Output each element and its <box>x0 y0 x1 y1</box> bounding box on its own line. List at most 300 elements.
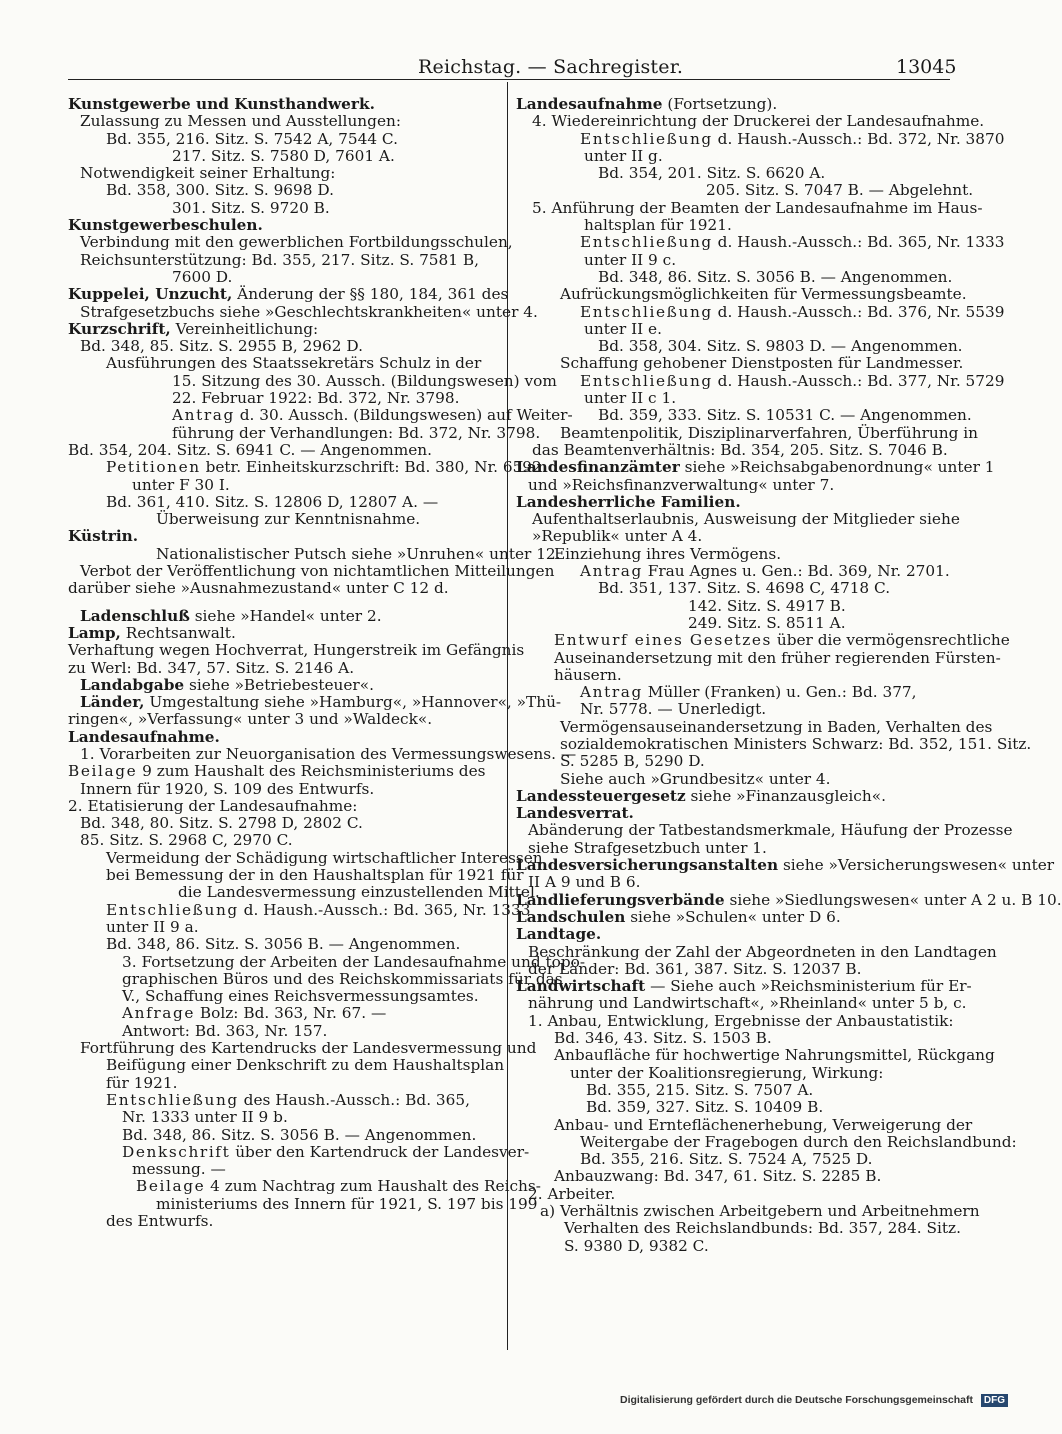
index-line <box>516 717 993 736</box>
index-line <box>516 217 950 234</box>
entry-text: bei Bemessung der in den Haushaltsplan für 1921 für <box>106 866 524 885</box>
entry-text: II A 9 und B 6. <box>528 873 641 892</box>
entry-text: Zulassung zu Messen und Ausstellungen: <box>80 112 402 131</box>
spaced-term: Entwurf eines Gesetzes <box>554 631 772 650</box>
index-line <box>516 631 1010 650</box>
index-line <box>516 1151 950 1168</box>
index-line <box>516 994 967 1013</box>
index-line <box>516 805 950 822</box>
index-line <box>516 1099 950 1116</box>
index-line <box>68 406 573 425</box>
entry-text: Aufenthaltserlaubnis, Ausweisung der Mitglieder siehe <box>532 510 960 529</box>
entry-text: 4. Wiedereinrichtung der Druckerei der Landesaufnahme. <box>532 112 985 131</box>
entry-heading: Landesherrliche Familien. <box>516 492 741 511</box>
index-line <box>516 494 950 511</box>
index-line <box>68 302 538 321</box>
entry-text: Bd. 348, 86. Sitz. S. 3056 B. — Angenommen. <box>122 1125 477 1144</box>
entry-heading: Landschulen <box>516 907 626 926</box>
entry-text: 2. Arbeiter. <box>528 1184 616 1203</box>
index-line <box>68 693 562 712</box>
index-line <box>68 1092 500 1109</box>
index-line <box>68 544 561 563</box>
entry-text: d. Haush.-Aussch.: Bd. 377, Nr. 5729 <box>712 371 1005 390</box>
entry-text: Bd. 359, 327. Sitz. S. 10409 B. <box>586 1098 824 1117</box>
entry-text: des Entwurfs. <box>106 1212 214 1230</box>
index-line <box>68 148 500 165</box>
index-line <box>516 285 967 304</box>
entry-text: für 1921. <box>106 1073 178 1092</box>
entry-text: 4 zum Nachtrag zum Haushalt des Reichs- <box>205 1177 541 1196</box>
index-line <box>516 1030 950 1047</box>
index-line <box>516 321 950 338</box>
index-line <box>68 729 500 746</box>
index-line <box>516 510 960 529</box>
spaced-term: Beilage <box>136 1177 206 1196</box>
entry-heading: Landesversicherungsanstalten <box>516 856 779 875</box>
index-line <box>68 233 513 252</box>
index-line <box>516 909 950 926</box>
index-line <box>516 684 950 701</box>
entry-text: siehe Strafgesetzbuch unter 1. <box>528 838 767 857</box>
index-line <box>68 200 500 217</box>
entry-heading: Kuppelei, Unzucht, <box>68 285 233 304</box>
index-line <box>68 96 500 113</box>
index-line <box>516 423 979 442</box>
index-line <box>516 1065 950 1082</box>
index-line <box>516 1046 995 1065</box>
index-line <box>516 1202 980 1220</box>
index-line <box>68 625 500 642</box>
entry-text: des Haush.-Aussch.: Bd. 365, <box>238 1090 470 1109</box>
entry-text: 142. Sitz. S. 4917 B. <box>688 596 846 615</box>
entry-text: Bd. 348, 85. Sitz. S. 2955 B, 2962 D. <box>80 337 363 356</box>
entry-heading: Landesverrat. <box>516 804 634 823</box>
index-line <box>68 1213 500 1230</box>
entry-text: unter II e. <box>584 319 662 338</box>
entry-text: Einziehung ihres Vermögens. <box>554 544 782 563</box>
entry-text: 9 zum Haushalt des Reichsministeriums des <box>137 762 486 781</box>
entry-text: messung. — <box>132 1160 226 1179</box>
index-line <box>516 96 950 113</box>
index-line <box>68 1023 500 1040</box>
entry-text: d. Haush.-Aussch.: Bd. 365, Nr. 1333 <box>712 233 1005 252</box>
index-line <box>68 936 500 953</box>
entry-text: 85. Sitz. S. 2968 C, 2970 C. <box>80 831 293 850</box>
entry-text: Bd. 359, 333. Sitz. S. 10531 C. — Angenommen. <box>598 406 972 425</box>
index-line <box>68 763 500 780</box>
index-line <box>516 942 997 961</box>
index-line <box>68 952 586 971</box>
index-line <box>516 267 953 286</box>
entry-text: S. 5285 B, 5290 D. <box>560 752 705 771</box>
entry-text: Bd. 346, 43. Sitz. S. 1503 B. <box>554 1029 772 1048</box>
index-line <box>516 198 983 217</box>
index-line <box>68 660 500 677</box>
index-line <box>68 252 500 269</box>
page-header <box>0 52 1000 82</box>
entry-text: Schaffung gehobener Dienstposten für Landmesser. <box>560 354 964 373</box>
entry-text: siehe »Betriebesteuer«. <box>184 675 374 694</box>
index-line <box>516 598 950 615</box>
index-line <box>68 511 500 528</box>
entry-text: siehe »Siedlungswesen« unter A 2 u. B 10. <box>724 890 1062 909</box>
entry-text: unter II 9 a. <box>106 917 199 936</box>
right-column <box>516 95 1062 1255</box>
index-line <box>68 1161 500 1178</box>
index-line <box>516 821 1013 840</box>
entry-heading: Landtage. <box>516 925 602 944</box>
index-line <box>68 781 500 798</box>
index-line <box>68 832 500 849</box>
entry-text: Aufrückungsmöglichkeiten für Vermessungsbeamte. <box>560 285 967 304</box>
entry-text: Bd. 355, 215. Sitz. S. 7507 A. <box>586 1080 814 1099</box>
entry-heading: Landesaufnahme. <box>68 727 220 746</box>
entry-text: 205. Sitz. S. 7047 B. — Abgelehnt. <box>706 181 974 200</box>
index-line <box>516 165 950 182</box>
entry-text: Anbaufläche für hochwertige Nahrungsmittel, Rückgang <box>554 1046 995 1065</box>
index-line <box>516 442 950 459</box>
index-line <box>68 1109 500 1126</box>
entry-text: Nr. 5778. — Unerledigt. <box>580 700 767 719</box>
entry-text: Innern für 1920, S. 109 des Entwurfs. <box>80 779 375 798</box>
index-line <box>516 181 974 200</box>
entry-text: Verbot der Veröffentlichung von nichtamtlichen Mitteilungen <box>80 562 555 581</box>
index-line <box>516 890 1062 909</box>
index-line <box>516 667 950 684</box>
index-line <box>516 406 972 425</box>
index-line <box>68 355 500 372</box>
entry-text: unter II g. <box>584 146 663 165</box>
index-line <box>516 771 950 788</box>
spaced-term: Antrag <box>580 562 643 581</box>
entry-heading: Kurzschrift, <box>68 319 171 338</box>
entry-text: häusern. <box>554 665 622 684</box>
entry-heading: Landlieferungsverbände <box>516 890 725 909</box>
entry-text: siehe »Finanzausgleich«. <box>685 786 886 805</box>
entry-text: über die vermögensrechtliche <box>772 631 1010 650</box>
entry-text: d. 30. Aussch. (Bildungswesen) auf Weiter- <box>234 406 573 425</box>
footer-text: Digitalisierung gefördert durch die Deutsche Forschungsgemeinschaft <box>620 1394 973 1406</box>
index-line <box>516 1132 1017 1151</box>
entry-text: Beschränkung der Zahl der Abgeordneten in den Landtagen <box>528 942 997 961</box>
index-line <box>68 580 500 597</box>
spaced-term: Entschließung <box>580 233 713 252</box>
entry-text: »Republik« unter A 4. <box>532 527 703 546</box>
entry-heading: Ladenschluß <box>80 606 190 625</box>
entry-heading: Kunstgewerbe und Kunsthandwerk. <box>68 95 375 113</box>
index-line <box>516 734 1032 753</box>
entry-text: der Länder: Bd. 361, 387. Sitz. S. 12037 B. <box>528 959 862 978</box>
entry-text: Strafgesetzbuchs siehe »Geschlechtskrankheiten« unter 4. <box>80 302 538 321</box>
entry-text: 5. Anführung der Beamten der Landesaufnahme im Haus- <box>532 198 983 217</box>
index-line <box>68 988 500 1005</box>
index-line <box>516 977 972 996</box>
spaced-term: Entschließung <box>106 1090 239 1109</box>
entry-text: graphischen Büros und des Reichskommissariats für das <box>122 969 563 988</box>
spaced-term: Beilage <box>68 762 138 781</box>
index-line <box>68 338 500 355</box>
spaced-term: Antrag <box>172 406 235 425</box>
index-line <box>516 546 950 563</box>
index-line <box>68 1127 500 1144</box>
spaced-term: Antrag <box>580 683 643 702</box>
entry-text: Änderung der §§ 180, 184, 361 des <box>232 285 509 304</box>
entry-text: Beifügung einer Denkschrift zu dem Haushaltsplan <box>106 1056 505 1075</box>
index-line <box>516 112 985 131</box>
entry-text: V., Schaffung eines Reichsvermessungsamtes. <box>122 987 479 1006</box>
entry-text: 2. Etatisierung der Landesaufnahme: <box>68 796 358 815</box>
index-line <box>516 302 1005 321</box>
spaced-term: Entschließung <box>106 900 239 919</box>
index-line <box>68 608 500 625</box>
index-line <box>68 321 500 338</box>
entry-text: — Siehe auch »Reichsministerium für Er- <box>645 977 972 996</box>
entry-text: Nr. 1333 unter II 9 b. <box>122 1108 288 1127</box>
entry-text: Bd. 348, 86. Sitz. S. 3056 B. — Angenommen. <box>106 935 461 954</box>
running-title: Reichstag. — Sachregister. <box>418 56 684 78</box>
index-line <box>68 285 509 304</box>
index-line <box>516 1082 950 1099</box>
entry-text: Anbauzwang: Bd. 347, 61. Sitz. S. 2285 B. <box>554 1167 882 1186</box>
entry-heading: Landesfinanzämter <box>516 458 680 477</box>
entry-heading: Länder, <box>80 693 145 712</box>
entry-text: ministeriums des Innern für 1921, S. 197 bis 199 <box>156 1194 538 1213</box>
index-line <box>68 1056 505 1075</box>
index-line <box>516 874 950 891</box>
entry-text: Bd. 354, 204. Sitz. S. 6941 C. — Angenommen. <box>68 440 432 459</box>
index-line <box>516 961 950 978</box>
entry-text: Bd. 361, 410. Sitz. S. 12806 D, 12807 A. — <box>106 492 439 511</box>
index-line <box>516 1011 954 1030</box>
index-line <box>68 562 555 581</box>
entry-text: Vermögensauseinandersetzung in Baden, Verhalten des <box>560 717 993 736</box>
index-line <box>68 641 525 660</box>
entry-text: 3. Fortsetzung der Arbeiten der Landesaufnahme und topo- <box>122 952 586 971</box>
dfg-logo: DFG <box>981 1394 1008 1407</box>
index-line <box>516 354 964 373</box>
index-line <box>68 269 500 286</box>
index-line <box>516 701 950 718</box>
entry-text: 217. Sitz. S. 7580 D, 7601 A. <box>172 146 395 165</box>
entry-text: Notwendigkeit seiner Erhaltung: <box>80 164 336 183</box>
index-line <box>68 1075 500 1092</box>
index-line <box>516 580 950 597</box>
entry-text: haltsplan für 1921. <box>584 216 732 235</box>
entry-text: 7600 D. <box>172 267 233 286</box>
entry-text: d. Haush.-Aussch.: Bd. 372, Nr. 3870 <box>712 129 1005 148</box>
index-line <box>68 744 577 763</box>
entry-text: Verhalten des Reichslandbunds: Bd. 357, 284. Sitz. <box>564 1219 961 1238</box>
index-line <box>68 113 500 130</box>
index-line <box>516 615 950 632</box>
entry-text: Ausführungen des Staatssekretärs Schulz in der <box>106 354 482 373</box>
entry-text: über den Kartendruck der Landesver- <box>230 1142 530 1161</box>
entry-text: 249. Sitz. S. 8511 A. <box>688 613 846 632</box>
spaced-term: Denkschrift <box>122 1142 231 1161</box>
entry-text: Verhaftung wegen Hochverrat, Hungerstreik im Gefängnis <box>68 641 525 660</box>
index-line <box>516 458 995 477</box>
index-line <box>68 371 557 390</box>
entry-text: sozialdemokratischen Ministers Schwarz: Bd. 352, 151. Sitz. <box>560 734 1032 753</box>
entry-text: und »Reichsfinanzverwaltung« unter 7. <box>528 475 835 494</box>
index-line <box>516 337 963 356</box>
spaced-term: Anfrage <box>122 1004 196 1023</box>
index-line <box>68 798 500 815</box>
index-line <box>68 1005 500 1022</box>
entry-text: nährung und Landwirtschaft«, »Rheinland« unter 5 b, c. <box>528 994 967 1013</box>
index-line <box>516 148 950 165</box>
index-line <box>68 815 500 832</box>
entry-text: Vermeidung der Schädigung wirtschaftlicher Interessen <box>106 848 543 867</box>
index-line <box>68 1142 530 1161</box>
entry-text: Abänderung der Tatbestandsmerkmale, Häufung der Prozesse <box>528 821 1013 840</box>
index-line <box>68 919 500 936</box>
entry-text: Verbindung mit den gewerblichen Fortbildungsschulen, <box>80 233 513 252</box>
index-line <box>68 528 500 545</box>
entry-text: unter der Koalitionsregierung, Wirkung: <box>570 1063 884 1082</box>
index-line <box>516 1168 950 1185</box>
index-line <box>516 129 1005 148</box>
entry-heading: Küstrin. <box>68 527 139 546</box>
index-line <box>68 477 500 494</box>
index-line <box>68 217 500 234</box>
entry-text: Nationalistischer Putsch siehe »Unruhen« unter 12. <box>156 544 561 563</box>
footer-credit <box>620 1394 1008 1407</box>
entry-text: Siehe auch »Grundbesitz« unter 4. <box>560 769 831 788</box>
entry-text: Bolz: Bd. 363, Nr. 67. — <box>195 1004 387 1023</box>
entry-text: Bd. 351, 137. Sitz. S. 4698 C, 4718 C. <box>598 579 891 598</box>
index-line <box>516 252 950 269</box>
entry-heading: Landabgabe <box>80 675 185 694</box>
entry-text: die Landesvermessung einzustellenden Mittel. <box>178 883 540 902</box>
index-line <box>516 477 950 494</box>
entry-text: Bd. 348, 86. Sitz. S. 3056 B. — Angenommen. <box>598 267 953 286</box>
index-line <box>68 458 542 477</box>
index-line <box>516 1115 973 1134</box>
index-line <box>68 423 541 442</box>
entry-text: Bd. 355, 216. Sitz. S. 7524 A, 7525 D. <box>580 1150 873 1169</box>
entry-text: Bd. 354, 201. Sitz. S. 6620 A. <box>598 164 826 183</box>
index-line <box>68 390 500 407</box>
entry-text: Überweisung zur Kenntnisnahme. <box>156 510 421 529</box>
entry-text: Reichsunterstützung: Bd. 355, 217. Sitz. S. 7581 B, <box>80 250 479 269</box>
entry-text: führung der Verhandlungen: Bd. 372, Nr. 3798. <box>172 423 541 442</box>
entry-text: a) Verhältnis zwischen Arbeitgebern und Arbeitnehmern <box>540 1202 980 1220</box>
index-line <box>516 371 1005 390</box>
entry-text: (Fortsetzung). <box>662 95 778 113</box>
index-line <box>516 926 950 943</box>
index-line <box>68 711 500 728</box>
index-line <box>516 648 1001 667</box>
index-line <box>68 1039 537 1058</box>
entry-text: ringen«, »Verfassung« unter 3 und »Waldeck«. <box>68 710 433 729</box>
index-line <box>68 131 500 148</box>
index-line <box>516 788 950 805</box>
entry-text: Antwort: Bd. 363, Nr. 157. <box>122 1021 328 1040</box>
entry-text: Bd. 358, 304. Sitz. S. 9803 D. — Angenommen. <box>598 337 963 356</box>
index-line <box>516 840 950 857</box>
entry-text: 1. Vorarbeiten zur Neuorganisation des Vermessungswesens. — <box>80 744 577 763</box>
index-line <box>516 528 950 545</box>
entry-text: das Beamtenverhältnis: Bd. 354, 205. Sitz. S. 7046 B. <box>532 440 948 459</box>
entry-text: Weitergabe der Fragebogen durch den Reichslandbund: <box>580 1132 1017 1151</box>
index-line <box>68 1177 541 1196</box>
entry-text: Müller (Franken) u. Gen.: Bd. 377, <box>642 683 917 702</box>
entry-text: siehe »Handel« unter 2. <box>189 606 382 625</box>
spaced-term: Petitionen <box>106 458 201 477</box>
entry-text: betr. Einheitskurzschrift: Bd. 380, Nr. 6592 <box>200 458 542 477</box>
index-line <box>516 390 950 407</box>
entry-text: Fortführung des Kartendrucks der Landesvermessung und <box>80 1039 537 1058</box>
entry-text: zu Werl: Bd. 347, 57. Sitz. S. 2146 A. <box>68 658 355 677</box>
index-line <box>68 848 543 867</box>
entry-text: Vereinheitlichung: <box>170 319 319 338</box>
entry-text: Auseinandersetzung mit den früher regierenden Fürsten- <box>554 648 1001 667</box>
index-line <box>68 883 540 902</box>
index-line <box>68 494 500 511</box>
entry-text: d. Haush.-Aussch.: Bd. 376, Nr. 5539 <box>712 302 1005 321</box>
spaced-term: Entschließung <box>580 129 713 148</box>
index-line <box>68 866 524 885</box>
entry-text: Umgestaltung siehe »Hamburg«, »Hannover«, »Thü- <box>144 693 562 712</box>
index-line <box>516 1238 950 1255</box>
entry-text: darüber siehe »Ausnahmezustand« unter C 12 d. <box>68 579 449 598</box>
entry-text: Rechtsanwalt. <box>120 623 236 642</box>
entry-text: siehe »Schulen« unter D 6. <box>625 907 841 926</box>
spaced-term: Entschließung <box>580 371 713 390</box>
index-line <box>68 1194 538 1213</box>
index-line <box>516 563 950 580</box>
entry-text: Anbau- und Ernteflächenerhebung, Verweigerung der <box>554 1115 973 1134</box>
entry-text: 22. Februar 1922: Bd. 372, Nr. 3798. <box>172 389 460 408</box>
entry-text: 301. Sitz. S. 9720 B. <box>172 198 330 217</box>
header-rule <box>68 79 950 80</box>
entry-text: unter II c 1. <box>584 389 677 408</box>
page-number: 13045 <box>896 56 957 78</box>
index-line <box>516 753 950 770</box>
entry-heading: Landessteuergesetz <box>516 786 686 805</box>
index-line <box>68 900 531 919</box>
entry-text: Bd. 348, 80. Sitz. S. 2798 D, 2802 C. <box>80 814 363 833</box>
entry-heading: Kunstgewerbeschulen. <box>68 216 263 235</box>
entry-text: d. Haush.-Aussch.: Bd. 365, Nr. 1333 <box>238 900 531 919</box>
index-line <box>516 233 1005 252</box>
entry-heading: Landesaufnahme <box>516 95 663 113</box>
entry-text: unter F 30 I. <box>132 475 230 494</box>
entry-heading: Lamp, <box>68 623 121 642</box>
index-line <box>68 182 500 199</box>
entry-text: siehe »Reichsabgabenordnung« unter 1 <box>679 458 995 477</box>
index-line <box>68 442 500 459</box>
index-line <box>68 165 500 182</box>
entry-text: Frau Agnes u. Gen.: Bd. 369, Nr. 2701. <box>642 562 950 581</box>
entry-text: Bd. 358, 300. Sitz. S. 9698 D. <box>106 181 334 200</box>
index-line <box>516 1186 950 1203</box>
index-line <box>516 1219 961 1238</box>
entry-text: 1. Anbau, Entwicklung, Ergebnisse der Anbaustatistik: <box>528 1011 954 1030</box>
entry-text: Bd. 355, 216. Sitz. S. 7542 A, 7544 C. <box>106 129 398 148</box>
entry-text: siehe »Versicherungswesen« unter <box>778 856 1055 875</box>
entry-text: Beamtenpolitik, Disziplinarverfahren, Überführung in <box>560 423 979 442</box>
index-line <box>516 856 1055 875</box>
index-line <box>68 969 563 988</box>
entry-heading: Landwirtschaft <box>516 977 646 996</box>
entry-text: unter II 9 c. <box>584 250 677 269</box>
entry-text: S. 9380 D, 9382 C. <box>564 1236 709 1255</box>
entry-text: 15. Sitzung des 30. Aussch. (Bildungswesen) vom <box>172 371 557 390</box>
spaced-term: Entschließung <box>580 302 713 321</box>
index-line <box>68 677 500 694</box>
